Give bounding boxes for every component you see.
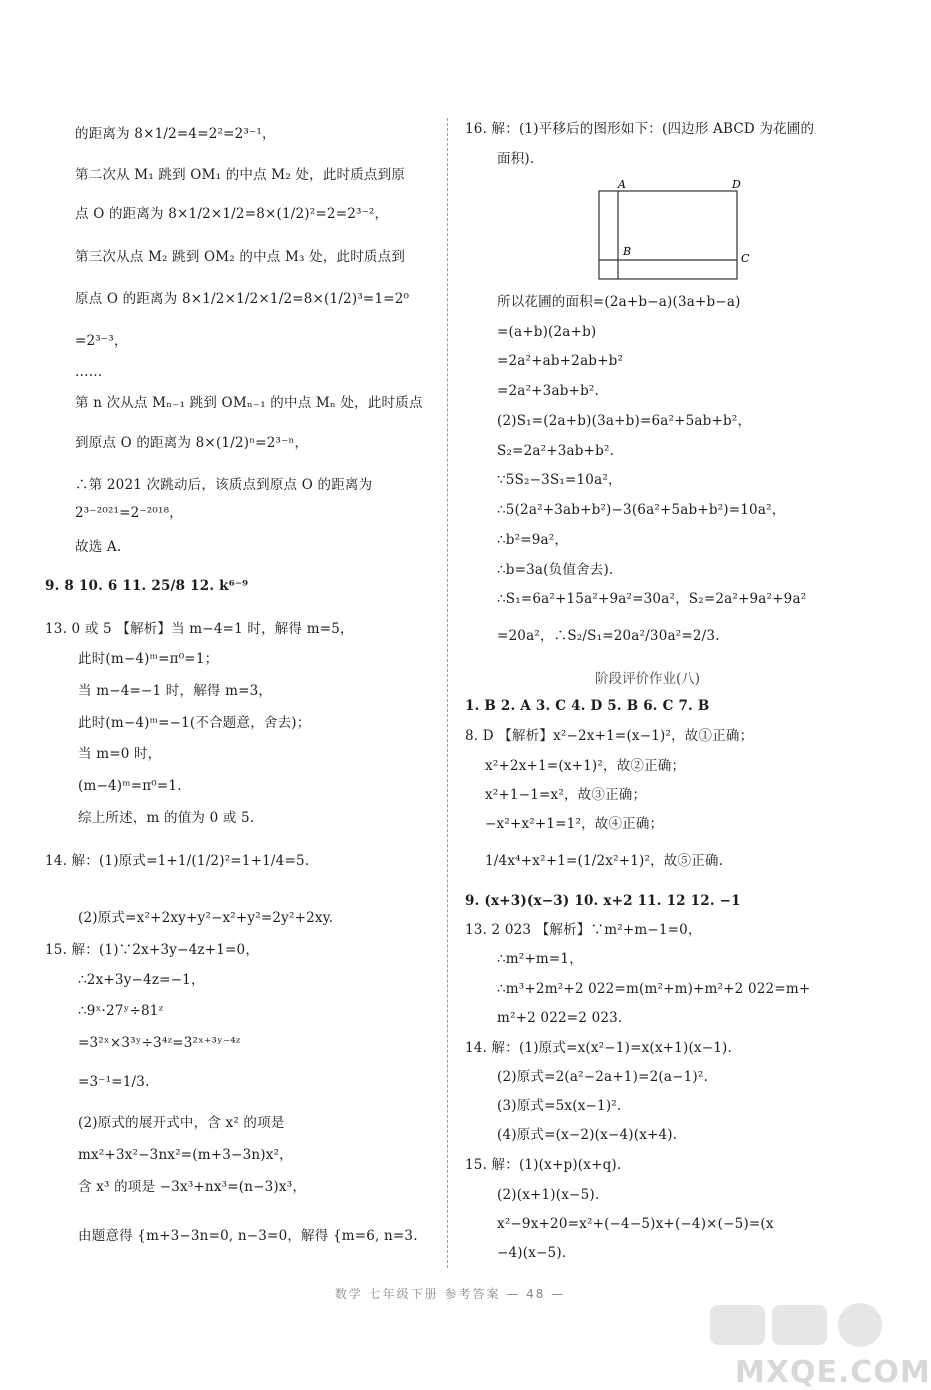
text-line: −x²+x²+1=1²，故④正确； [485,816,664,832]
text-line: 综上所述，m 的值为 0 或 5. [78,810,255,826]
text-line: ∴m²+m=1， [497,951,583,967]
text-line: (2)原式的展开式中，含 x² 的项是 [78,1115,285,1131]
text-line: (2)原式=x²+2xy+y²−x²+y²=2y²+2xy. [78,910,334,926]
text-line: S₂=2a²+3ab+b². [497,443,615,459]
text-line: 1/4x⁴+x²+1=(1/2x²+1)²，故⑤正确. [485,853,724,869]
garden-figure [598,178,758,282]
text-line: (2)(x+1)(x−5). [497,1187,600,1203]
text-line: x²+2x+1=(x+1)²，故②正确； [485,758,686,774]
text-line: 故选 A. [75,539,122,555]
text-line: 由题意得 {m+3−3n=0, n−3=0，解得 {m=6, n=3. [78,1228,418,1244]
text-line: 含 x³ 的项是 −3x³+nx³=(n−3)x³， [78,1179,307,1195]
text-line: x²−9x+20=x²+(−4−5)x+(−4)×(−5)=(x [497,1216,774,1232]
text-line: 面积). [497,151,535,167]
problem-14-left: 14. 解：(1)原式=1+1/(1/2)²=1+1/4=5. [45,853,310,869]
problem-13-left: 13. 0 或 5 【解析】当 m−4=1 时，解得 m=5， [45,621,354,637]
text-line: 2³⁻²⁰²¹=2⁻²⁰¹⁸， [75,505,183,521]
text-line: mx²+3x²−3nx²=(m+3−3n)x²， [78,1147,293,1163]
text-line: (m−4)ᵐ=π⁰=1. [78,778,182,794]
text-line: 的距离为 8×1/2=4=2²=2³⁻¹， [75,126,276,142]
outer-rect [599,191,737,279]
problem-16: 16. 解：(1)平移后的图形如下：(四边形 ABCD 为花圃的 [465,121,815,137]
text-line: 此时(m−4)ᵐ=−1(不合题意，舍去)； [78,715,311,731]
text-line: (3)原式=5x(x−1)². [497,1098,622,1114]
text-line: =20a²，∴S₂/S₁=20a²/30a²=2/3. [497,628,720,644]
text-line: x²+1−1=x²，故③正确； [485,787,647,803]
text-line: −4)(x−5). [497,1245,567,1261]
section-title: 阶段评价作业(八) [595,671,701,687]
text-line: (2)S₁=(2a+b)(3a+b)=6a²+5ab+b²， [497,413,752,429]
problem-8: 8. D 【解析】x²−2x+1=(x−1)²，故①正确； [465,728,754,744]
text-line: 当 m−4=−1 时，解得 m=3， [78,683,273,699]
label-d: D [732,178,741,191]
text-line: ∴5(2a²+3ab+b²)−3(6a²+5ab+b²)=10a²， [497,502,786,518]
watermark-text: MXQE.COM [735,1355,931,1390]
text-line: =(a+b)(2a+b) [497,324,597,340]
text-line: ∴b=3a(负值舍去). [497,562,614,578]
text-line: =2a²+3ab+b². [497,383,600,399]
problem-14-right: 14. 解：(1)原式=x(x²−1)=x(x+1)(x−1). [465,1040,732,1056]
text-line: 第二次从 M₁ 跳到 OM₁ 的中点 M₂ 处，此时质点到原 [75,167,406,183]
text-line: 此时(m−4)ᵐ=π⁰=1； [78,651,219,667]
text-line: 所以花圃的面积=(2a+b−a)(3a+b−a) [497,294,741,310]
problem-15-right: 15. 解：(1)(x+p)(x+q). [465,1157,622,1173]
text-line: 当 m=0 时， [78,746,162,762]
answers-1-7: 1. B 2. A 3. C 4. D 5. B 6. C 7. B [465,698,710,714]
text-line: …… [75,364,103,380]
text-line: 原点 O 的距离为 8×1/2×1/2×1/2=8×(1/2)³=1=2⁰ [75,291,410,307]
text-line: (4)原式=(x−2)(x−4)(x+4). [497,1127,678,1143]
label-b: B [623,245,632,258]
text-line: ∴m³+2m²+2 022=m(m²+m)+m²+2 022=m+ [497,981,811,997]
text-line: m²+2 022=2 023. [497,1010,623,1026]
text-line: ∴第 2021 次跳动后，该质点到原点 O 的距离为 [75,477,373,493]
text-line: 第三次从点 M₂ 跳到 OM₂ 的中点 M₃ 处，此时质点到 [75,249,406,265]
text-line: (2)原式=2(a²−2a+1)=2(a−1)². [497,1069,708,1085]
text-line: ∴9ˣ·27ʸ÷81ᶻ [78,1003,164,1019]
text-line: ∴2x+3y−4z=−1， [78,972,205,988]
text-line: 第 n 次从点 Mₙ₋₁ 跳到 OMₙ₋₁ 的中点 Mₙ 处，此时质点 [75,395,423,411]
answers-9-12-right: 9. (x+3)(x−3) 10. x+2 11. 12 12. −1 [465,893,741,909]
text-line: =2³⁻³， [75,333,128,349]
problem-15-left: 15. 解：(1)∵2x+3y−4z+1=0， [45,942,260,958]
text-line: =3²ˣ×3³ʸ÷3⁴ᶻ=3²ˣ⁺³ʸ⁻⁴ᶻ [78,1035,241,1051]
text-line: 到原点 O 的距离为 8×(1/2)ⁿ=2³⁻ⁿ， [75,435,309,451]
answers-9-12: 9. 8 10. 6 11. 25/8 12. k⁶⁻⁹ [45,578,249,594]
text-line: =2a²+ab+2ab+b² [497,353,624,369]
text-line: =3⁻¹=1/3. [78,1074,150,1090]
text-line: ∵5S₂−3S₁=10a²， [497,472,622,488]
text-line: ∴S₁=6a²+15a²+9a²=30a²，S₂=2a²+9a²+9a² [497,591,807,607]
label-c: C [741,252,750,265]
problem-13-right: 13. 2 023 【解析】∵m²+m−1=0， [465,922,702,938]
text-line: ∴b²=9a²， [497,532,569,548]
column-divider [447,118,448,1268]
label-a: A [618,178,626,191]
page-footer: 数学 七年级下册 参考答案 — 48 — [334,1287,566,1301]
text-line: 点 O 的距离为 8×1/2×1/2=8×(1/2)²=2=2³⁻²， [75,206,389,222]
